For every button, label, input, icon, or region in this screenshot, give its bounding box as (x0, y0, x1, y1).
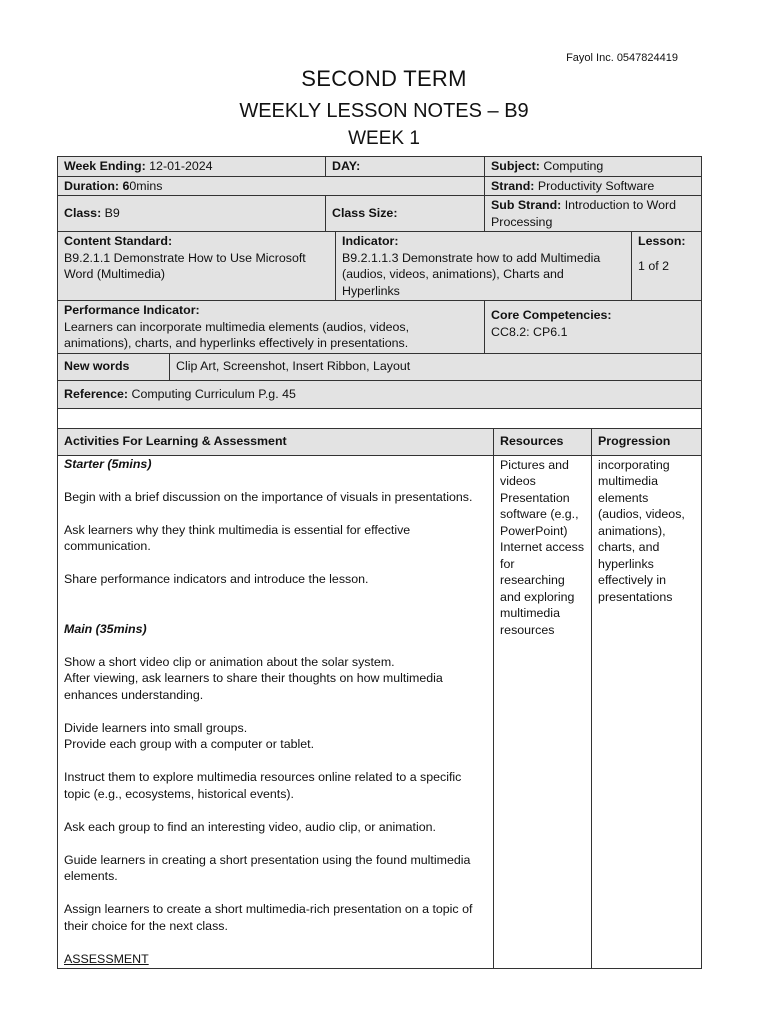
resource-line: videos (500, 474, 536, 488)
resources-header: Resources (494, 428, 592, 455)
row-spacer (58, 408, 702, 428)
progression-line: elements (598, 490, 649, 505)
row-performance (58, 301, 702, 354)
resource-line: software (e.g., (500, 507, 579, 521)
week-ending-cell: Week Ending: 12-01-2024 (58, 157, 326, 177)
new-words-label-cell: New words (58, 353, 170, 380)
main-item: Instruct them to explore multimedia resources online related to a specific topic (e.g., ecosystems, historical events). (64, 770, 462, 801)
company-contact: Fayol Inc. 0547824419 (566, 52, 678, 64)
row-reference (58, 380, 702, 408)
main-item: After viewing, ask learners to share their thoughts on how multimedia enhances understanding. (64, 671, 443, 702)
spacer-cell (58, 408, 702, 428)
substrand-cell: Sub Strand: Introduction to Word Processing (485, 196, 702, 232)
reference-cell: Reference: Computing Curriculum P.g. 45 (58, 380, 702, 408)
main-item: Divide learners into small groups. (64, 720, 248, 735)
progression-line: effectively in (598, 573, 667, 587)
main-item: Guide learners in creating a short presentation using the found multimedia elements. (64, 852, 471, 883)
main-item: Assign learners to create a short multimedia-rich presentation on a topic of their choice for the next class. (64, 902, 473, 933)
lesson-cell: Lesson: 1 of 2 (632, 232, 702, 301)
row-activities-header (58, 428, 702, 455)
row-new-words (58, 353, 702, 380)
progression-header: Progression (592, 428, 702, 455)
resources-cell (494, 455, 592, 969)
row-week (58, 157, 702, 177)
content-standard-cell: Content Standard: B9.2.1.1 Demonstrate How to Use Microsoft Word (Multimedia) (58, 232, 336, 301)
new-words-value-cell: Clip Art, Screenshot, Insert Ribbon, Layout (170, 353, 702, 380)
main-item: Show a short video clip or animation about the solar system. (64, 654, 395, 669)
starter-title: Starter (5mins) (64, 456, 152, 471)
main-title: Main (35mins) (64, 621, 147, 636)
row-standard (58, 232, 702, 301)
class-cell: Class: B9 (58, 196, 326, 232)
row-activities (58, 455, 702, 969)
main-item: Ask each group to find an interesting video, audio clip, or animation. (64, 819, 436, 834)
starter-item: Begin with a brief discussion on the importance of visuals in presentations. (64, 489, 473, 504)
core-competencies-cell: Core Competencies: CC8.2: CP6.1 (485, 301, 702, 354)
resource-line: Presentation (500, 490, 570, 505)
progression-line: hyperlinks (598, 556, 654, 571)
resource-line: researching (500, 573, 565, 587)
progression-line: multimedia (598, 474, 658, 488)
resource-line: and exploring (500, 589, 575, 604)
starter-item: Share performance indicators and introduce the lesson. (64, 572, 369, 586)
resource-line: for (500, 556, 515, 571)
progression-line: (audios, videos, (598, 507, 685, 521)
progression-line: incorporating (598, 457, 670, 472)
progression-line: presentations (598, 589, 673, 604)
resource-line: PowerPoint) (500, 523, 568, 538)
performance-cell: Performance Indicator: Learners can incorporate multimedia elements (audios, videos, animations), charts, and hyperlinks effectively in presentations. (58, 301, 485, 354)
class-size-cell: Class Size: (326, 196, 485, 232)
strand-cell: Strand: Productivity Software (485, 176, 702, 196)
resource-line: multimedia (500, 606, 560, 620)
lesson-table (57, 156, 702, 969)
row-duration (58, 176, 702, 196)
subject-cell: Subject: Computing (485, 157, 702, 177)
resource-line: Internet access (500, 540, 585, 554)
term-title: SECOND TERM (301, 66, 467, 91)
notes-title: WEEKLY LESSON NOTES – B9 (239, 100, 529, 122)
week-title: WEEK 1 (348, 128, 420, 149)
main-item: Provide each group with a computer or tablet. (64, 737, 315, 751)
duration-cell: Duration: 60mins (58, 176, 485, 196)
assessment-heading: ASSESSMENT (64, 951, 149, 966)
day-cell: DAY: (326, 157, 485, 177)
starter-item: Ask learners why they think multimedia is essential for effective communication. (64, 522, 411, 553)
resource-line: resources (500, 622, 555, 637)
activities-header: Activities For Learning & Assessment (58, 428, 494, 455)
progression-line: charts, and (598, 540, 660, 554)
indicator-cell: Indicator: B9.2.1.1.3 Demonstrate how to add Multimedia (audios, videos, animations), Charts and Hyperlinks (336, 232, 632, 301)
progression-line: animations), (598, 523, 666, 538)
resource-line: Pictures and (500, 457, 569, 472)
activities-cell (58, 455, 494, 969)
progression-cell (592, 455, 702, 969)
row-class (58, 196, 702, 232)
